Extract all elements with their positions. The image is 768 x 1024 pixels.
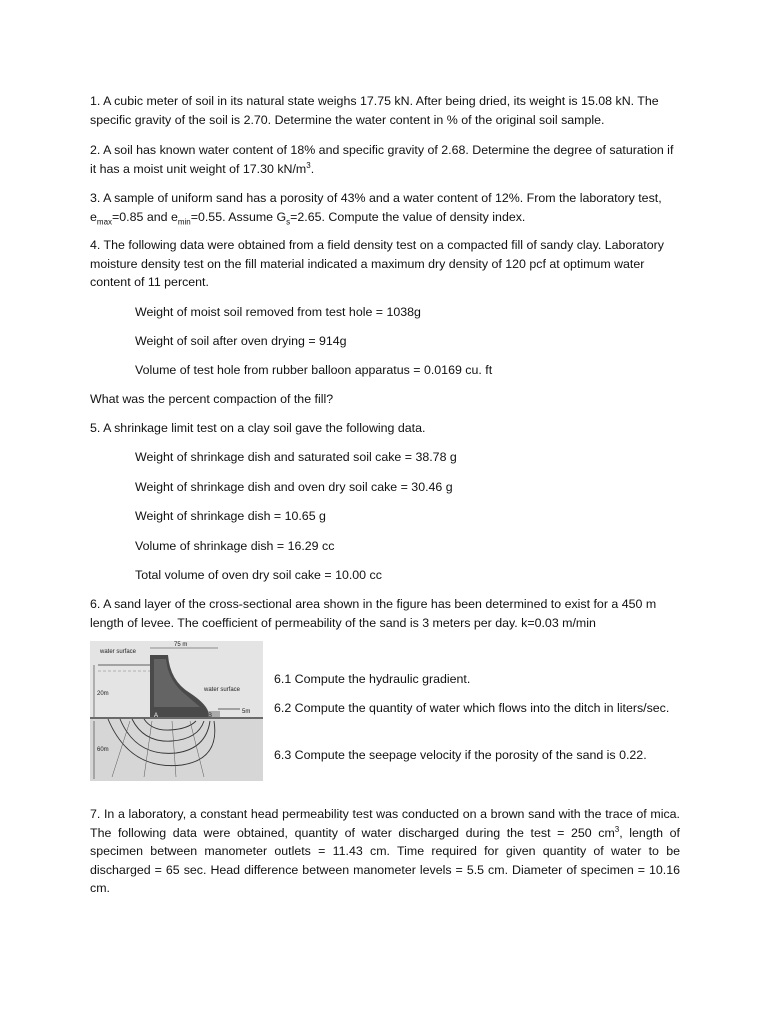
problem-7-text: 7. In a laboratory, a constant head permeability test was conducted on a brown sand with the trace of mica. The following data were obtained, quantity of water discharged during the test = 250 cm: [90, 807, 680, 840]
point-a-label: A: [154, 713, 159, 719]
water-surface-label-right: water surface: [204, 687, 241, 693]
sand-layer: [90, 719, 263, 781]
water-surface-label-left: water surface: [100, 649, 137, 655]
problem-5-item: Weight of shrinkage dish = 10.65 g: [135, 509, 326, 523]
problem-1: [90, 92, 680, 129]
problem-4-text: 4. The following data were obtained from a field density test on a compacted fill of sandy clay. Laboratory moisture density test on the fill material indicated a maximum dry density of 120 pcf at optimum water content of 11 percent.: [90, 238, 664, 289]
problem-5-item: Weight of shrinkage dish and saturated soil cake = 38.78 g: [135, 450, 457, 464]
cubic-superscript: 3: [306, 160, 311, 170]
problem-6-text: 6. A sand layer of the cross-sectional area shown in the figure has been determined to exist for a 450 m length of levee. The coefficient of permeability of the sand is 3 meters per day. k=0.03 m/min: [90, 597, 657, 630]
problem-6-2: 6.2 Compute the quantity of water which flows into the ditch in liters/sec.: [274, 701, 670, 715]
problem-4-item: Weight of moist soil removed from test hole = 1038g: [135, 305, 421, 319]
dimension-5m-label: 5m: [242, 709, 251, 715]
problem-5-item: Total volume of oven dry soil cake = 10.00 cc: [135, 568, 382, 582]
problem-5-item: Weight of shrinkage dish and oven dry soil cake = 30.46 g: [135, 480, 453, 494]
problem-5-text: 5. A shrinkage limit test on a clay soil gave the following data.: [90, 421, 426, 435]
problem-2-text: 2. A soil has known water content of 18% and specific gravity of 2.68. Determine the degree of saturation if it has a moist unit weight of 17.30 kN/m: [90, 143, 674, 176]
cubic-superscript: 3: [614, 824, 620, 834]
problem-4-item: Weight of soil after oven drying = 914g: [135, 334, 347, 348]
problem-3-text-b: =0.85 and e: [112, 209, 178, 224]
problem-4: [90, 236, 680, 292]
problem-4-item: Volume of test hole from rubber balloon apparatus = 0.0169 cu. ft: [135, 363, 493, 377]
problem-3-text: 3. A sample of uniform sand has a porosity of 43% and a water content of 12%. From the laboratory test, e: [90, 191, 662, 224]
problem-3-text-c: =0.55. Assume G: [190, 209, 287, 224]
problem-2-text-end: .: [310, 161, 315, 176]
problem-6-1: 6.1 Compute the hydraulic gradient.: [274, 672, 471, 686]
gs-subscript: s: [286, 216, 291, 226]
problem-6: [90, 595, 680, 632]
emin-subscript: min: [177, 216, 191, 226]
problem-1-text: 1. A cubic meter of soil in its natural state weighs 17.75 kN. After being dried, its weight is 15.08 kN. The specific gravity of the soil is 2.70. Determine the water content in % of the original soil sample.: [90, 94, 659, 127]
point-b-label: B: [208, 713, 213, 719]
problem-5-item: Volume of shrinkage dish = 16.29 cc: [135, 539, 335, 553]
emax-subscript: max: [96, 216, 113, 226]
problem-7: [90, 805, 680, 898]
problem-5: [90, 419, 680, 438]
problem-6-3: 6.3 Compute the seepage velocity if the porosity of the sand is 0.22.: [274, 748, 647, 762]
dimension-20m-label: 20m: [97, 691, 109, 697]
problem-7-text-end: , length of specimen between manometer outlets = 11.43 cm. Time required for given quantity of water to be discharged = 65 sec. Head difference between manometer levels = 5.5 cm. Diameter of specimen = 10.16 cm.: [90, 825, 680, 895]
problem-2: [90, 141, 680, 178]
dimension-75m-label: 75 m: [174, 642, 188, 648]
levee-seepage-figure: [90, 641, 263, 781]
problem-4-question: What was the percent compaction of the fill?: [90, 392, 334, 406]
dimension-60m-label: 60m: [97, 747, 109, 753]
problem-3: [90, 189, 680, 226]
problem-3-text-d: =2.65. Compute the value of density index.: [290, 209, 526, 224]
